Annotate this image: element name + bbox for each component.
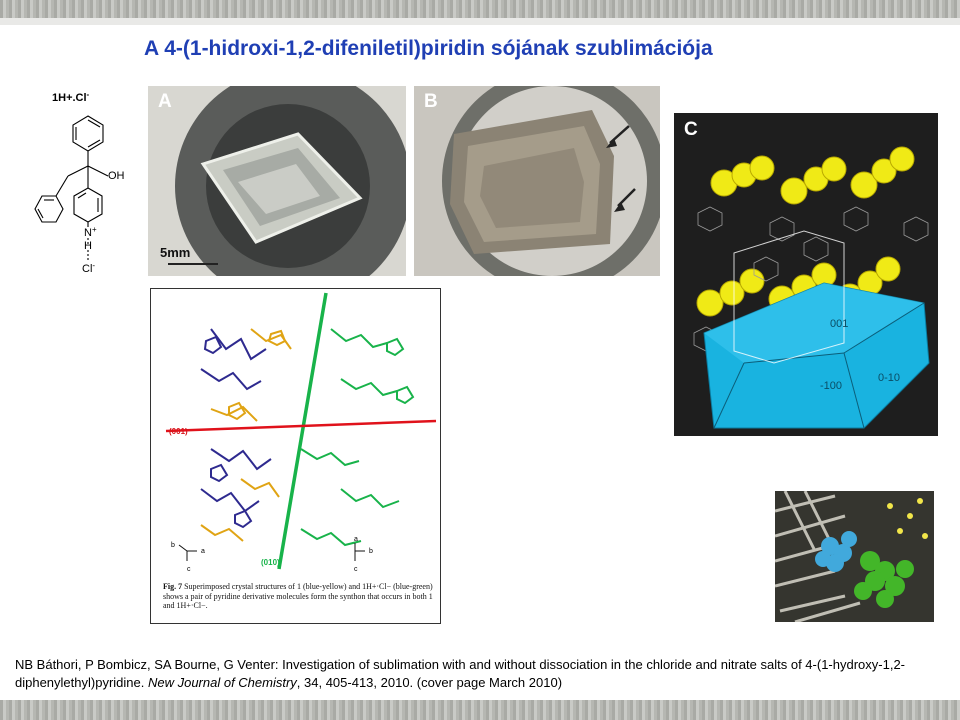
photo-a-label: A [158, 91, 172, 112]
cover-art-image [775, 491, 934, 622]
n-plus-label: N [84, 227, 92, 239]
formula-label-main: 1H [52, 92, 67, 104]
slide-title: A 4-(1-hidroxi-1,2-difeniletil)piridin sójának szublimációja [144, 37, 713, 60]
photo-b-image [414, 86, 660, 276]
axis-left-c: c [187, 566, 191, 573]
axis-right-b: b [369, 548, 373, 555]
axis-right-c: c [354, 566, 358, 573]
citation-part2: , 34, 405-413, 2010. (cover page March 2010) [296, 675, 563, 690]
panel-c-label: C [684, 119, 698, 140]
cover-art-drawing [775, 491, 934, 622]
axis-right-a: a [354, 536, 358, 543]
svg-text:N+ [84, 225, 97, 239]
top-decorative-strip [0, 18, 960, 25]
axis-left-a: a [201, 548, 205, 555]
face-001: 001 [830, 318, 849, 330]
citation-journal: New Journal of Chemistry [147, 675, 297, 690]
bottom-decorative-bar [0, 700, 960, 720]
face-minus100: -100 [820, 380, 843, 392]
cl-sup: - [92, 261, 96, 270]
panel-c-image [674, 113, 938, 436]
oh-label: OH [108, 170, 125, 182]
plane-010-label: (010) [261, 558, 280, 567]
h-label: H [84, 240, 92, 252]
plane-001-label: (001) [169, 427, 188, 436]
svg-text:1H+.Cl- [52, 90, 90, 104]
fig-caption: Superimposed crystal structures of 1 (blue-yellow) and 1H+·Cl− (blue-green) shows a pair of pyridine derivative molecules form the synthon that occurs in both 1 and 1H+·Cl−. [163, 582, 433, 610]
crystal-structure-figure [150, 288, 441, 624]
photo-a-scale: 5mm [160, 245, 191, 260]
figure-caption-block [163, 582, 433, 611]
fig-label: Fig. 7 [163, 582, 183, 591]
crystal-structure-drawing [151, 289, 440, 623]
crystal-photo-b [414, 86, 660, 276]
structure-drawing [12, 86, 133, 282]
formula-label-sup: - [86, 90, 90, 99]
formula-label-rest: +.Cl [66, 92, 87, 104]
axis-left-b: b [171, 542, 175, 549]
crystal-packing-panel-c [674, 113, 938, 436]
svg-text:Cl- [82, 261, 95, 275]
photo-b-label: B [424, 91, 438, 112]
top-decorative-bar [0, 0, 960, 18]
cl-label: Cl [82, 263, 93, 275]
crystal-photo-a [148, 86, 406, 276]
face-0-10: 0-10 [878, 372, 901, 384]
citation-part1: NB Báthori, P Bombicz, SA Bourne, G Venter: Investigation of sublimation with and without dissociation in the chloride and nitrate salts of 4-(1-hydroxy-1,2-diphenylethyl)pyridine. [15, 657, 905, 690]
citation-text [15, 656, 950, 692]
chemical-structure [12, 86, 133, 282]
n-plus-sup: + [91, 225, 97, 234]
